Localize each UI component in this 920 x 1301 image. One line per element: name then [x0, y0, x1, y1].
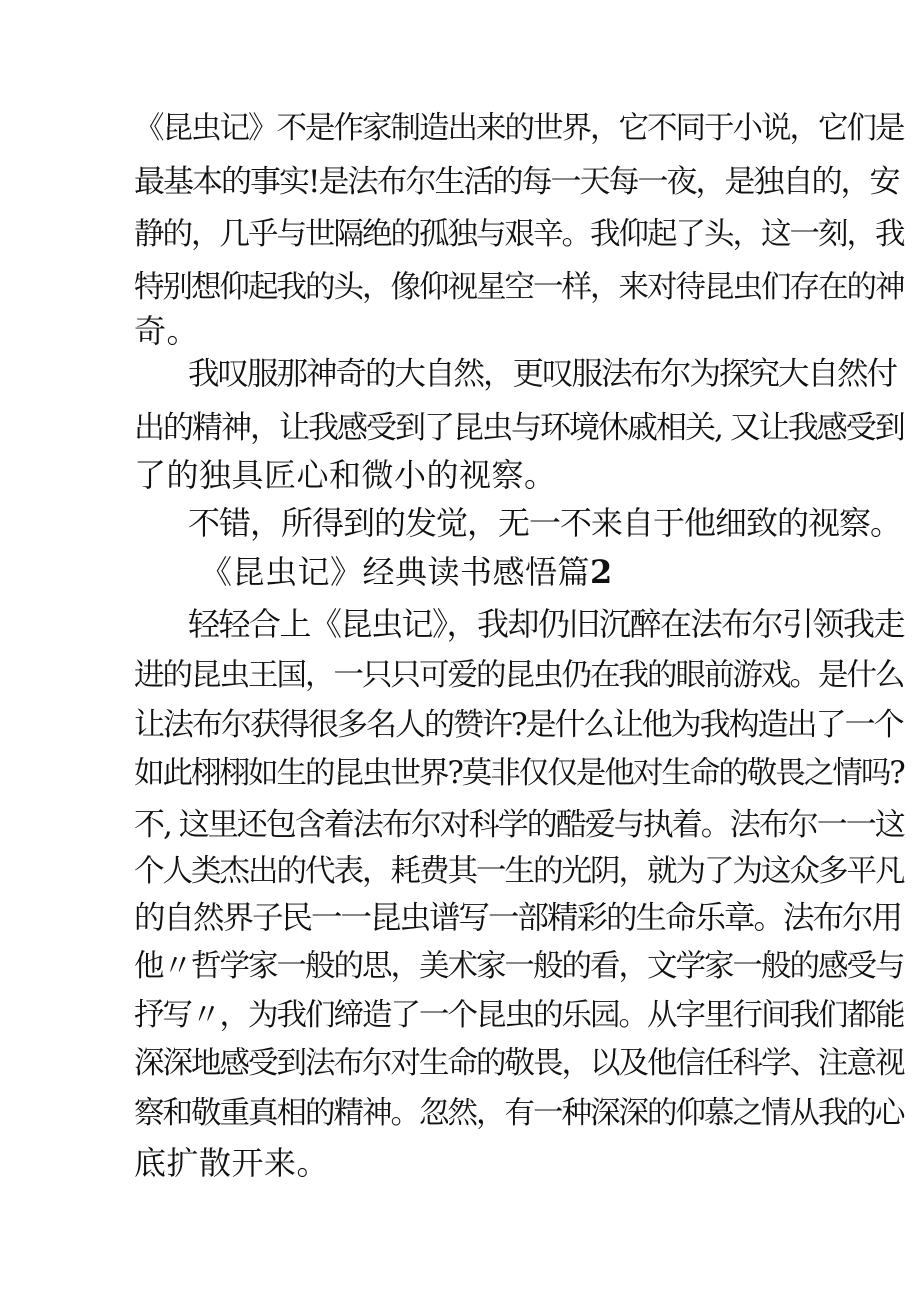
paragraph-4-line-8: 他〃哲学家一般的思，美术家一般的看，文学家一般的感受与 — [134, 949, 904, 984]
paragraph-2-line-3: 了的独具匠心和微小的视察。 — [134, 456, 557, 494]
paragraph-4-line-4: 如此栩栩如生的昆虫世界?莫非仅仅是他对生命的敬畏之情吗? — [134, 756, 904, 791]
paragraph-1-line-3: 静的，几乎与世隔绝的孤独与艰辛。我仰起了头，这一刻，我 — [134, 217, 904, 252]
paragraph-4-line-5: 不, 这里还包含着法布尔对科学的酷爱与执着。法布尔一一这 — [134, 807, 904, 843]
paragraph-4-line-7: 的自然界子民一一昆虫谱写一部精彩的生命乐章。法布尔用 — [134, 900, 902, 936]
paragraph-2-line-1: 我叹服那神奇的大自然，更叹服法布尔为探究大自然付 — [188, 356, 897, 392]
paragraph-1-line-2: 最基本的事实!是法布尔生活的每一天每一夜，是独自的，安 — [134, 164, 899, 200]
paragraph-4-line-6: 个人类杰出的代表，耗费其一生的光阴，就为了为这众多平凡 — [134, 854, 904, 889]
section-heading-number: 2 — [590, 553, 613, 591]
paragraph-4-line-12: 底扩散开来。 — [134, 1144, 330, 1182]
paragraph-1-line-4: 特别想仰起我的头，像仰视星空一样，来对待昆虫们存在的神 — [134, 270, 904, 305]
paragraph-1-line-1: 《昆虫记》不是作家制造出来的世界，它不同于小说，它们是 — [134, 111, 904, 146]
paragraph-1-line-5: 奇。 — [134, 312, 200, 350]
section-heading-text: 《昆虫记》经典读书感悟篇 — [200, 553, 591, 591]
section-heading — [200, 552, 613, 592]
paragraph-4-line-11: 察和敬重真相的精神。忽然，有一种深深的仰慕之情从我的心 — [134, 1096, 904, 1131]
paragraph-4-line-1: 轻轻合上《昆虫记》，我却仍旧沉醉在法布尔引领我走 — [188, 605, 905, 643]
paragraph-4-line-2: 进的昆虫王国，一只只可爱的昆虫仍在我的眼前游戏。是什么 — [134, 658, 904, 693]
paragraph-4-line-10: 深深地感受到法布尔对生命的敬畏，以及他信任科学、注意视 — [134, 1046, 904, 1081]
paragraph-2-line-2: 出的精神，让我感受到了昆虫与环境休戚相关, 又让我感受到 — [134, 410, 904, 446]
paragraph-4-line-9: 抒写〃，为我们缔造了一个昆虫的乐园。从字里行间我们都能 — [134, 998, 904, 1033]
paragraph-4-line-3: 让法布尔获得很多名人的赞许?是什么让他为我构造出了一个 — [134, 707, 903, 743]
paragraph-3-line-1: 不错，所得到的发觉，无一不来自于他细致的视察。 — [188, 504, 902, 542]
